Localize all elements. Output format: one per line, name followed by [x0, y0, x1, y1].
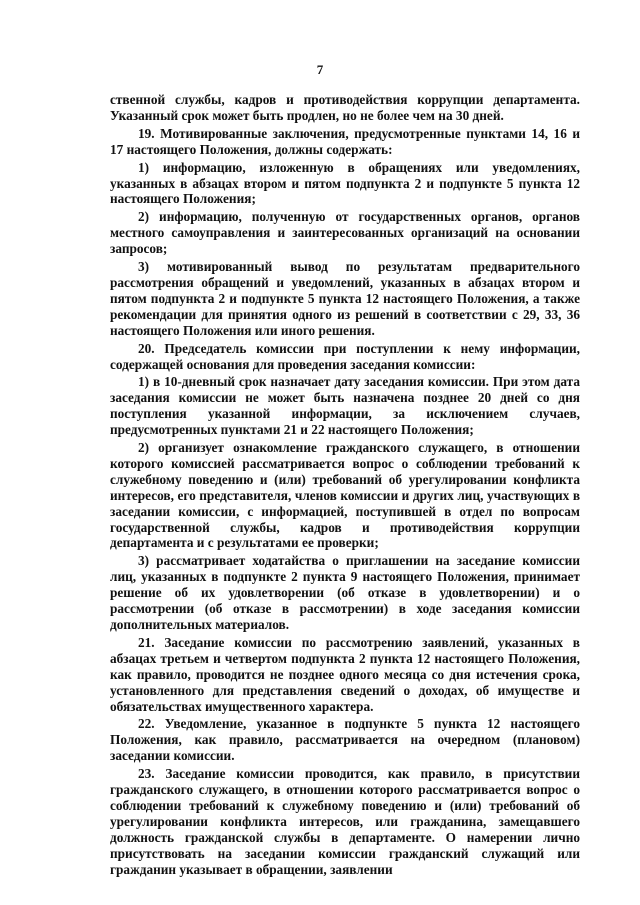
paragraph-19-item-1: 1) информацию, изложенную в обращениях или уведомлениях, указанных в абзацах втором и пятом подпункта 2 и подпункте 5 пункта 12 настоящего Положения;: [110, 159, 580, 207]
page-number: 7: [316, 62, 324, 77]
paragraph-19-item-2: 2) информацию, полученную от государственных органов, органов местного самоуправления и заинтересованных организаций на основании запросов;: [110, 209, 580, 257]
paragraph-21: 21. Заседание комиссии по рассмотрению заявлений, указанных в абзацах третьем и четвертом подпункта 2 пункта 12 настоящего Положения, как правило, проводится не позднее одного месяца со дня истечения срока, установленного для представления сведений о доходах, об имуществе и обязательствах имущественного характера.: [110, 634, 580, 714]
paragraph-20-item-3: 3) рассматривает ходатайства о приглашении на заседание комиссии лиц, указанных в подпункте 2 пункта 9 настоящего Положения, принимает решение об их удовлетворении (об отказе в удовлетворении) и о рассмотрении (об отказе в рассмотрении) в ходе заседания комиссии дополнительных материалов.: [110, 553, 580, 632]
paragraph-20-item-2: 2) организует ознакомление гражданского служащего, в отношении которого комиссией рассматривается вопрос о соблюдении требований к служебному поведению и (или) требований об урегулировании конфликта интересов, его представителя, членов комиссии и других лиц, участвующих в заседании комиссии, с информацией, поступившей в отдел по вопросам государственной службы, кадров и противодействия коррупции департамента и с результатами ее проверки;: [110, 440, 580, 551]
paragraph-19-item-3: 3) мотивированный вывод по результатам предварительного рассмотрения обращений и уведомлений, указанных в абзацах втором и пятом подпункта 2 и подпункте 5 пункта 12 настоящего Положения, а также рекомендации для принятия одного из решений в соответствии с 29, 33, 36 настоящего Положения или иного решения.: [110, 259, 580, 338]
document-body: [110, 92, 580, 880]
paragraph-19: 19. Мотивированные заключения, предусмотренные пунктами 14, 16 и 17 настоящего Положения, должны содержать:: [110, 125, 580, 157]
paragraph-20-item-1: 1) в 10-дневный срок назначает дату заседания комиссии. При этом дата заседания комиссии не может быть назначена позднее 20 дней со дня поступления указанной информации, за исключением случаев, предусмотренных пунктами 21 и 22 настоящего Положения;: [110, 374, 580, 438]
paragraph-22: 22. Уведомление, указанное в подпункте 5 пункта 12 настоящего Положения, как правило, рассматривается на очередном (плановом) заседании комиссии.: [110, 716, 580, 764]
paragraph-20: 20. Председатель комиссии при поступлении к нему информации, содержащей основания для проведения заседания комиссии:: [110, 340, 580, 372]
paragraph-continuation: ственной службы, кадров и противодействия коррупции департамента. Указанный срок может быть продлен, но не более чем на 30 дней.: [110, 92, 580, 123]
paragraph-23: 23. Заседание комиссии проводится, как правило, в присутствии гражданского служащего, в отношении которого рассматривается вопрос о соблюдении требований к служебному поведению и (или) требований об урегулировании конфликта интересов, или гражданина, замещавшего должность гражданской службы в департаменте. О намерении лично присутствовать на заседании комиссии гражданский служащий или гражданин указывает в обращении, заявлении: [110, 766, 580, 877]
